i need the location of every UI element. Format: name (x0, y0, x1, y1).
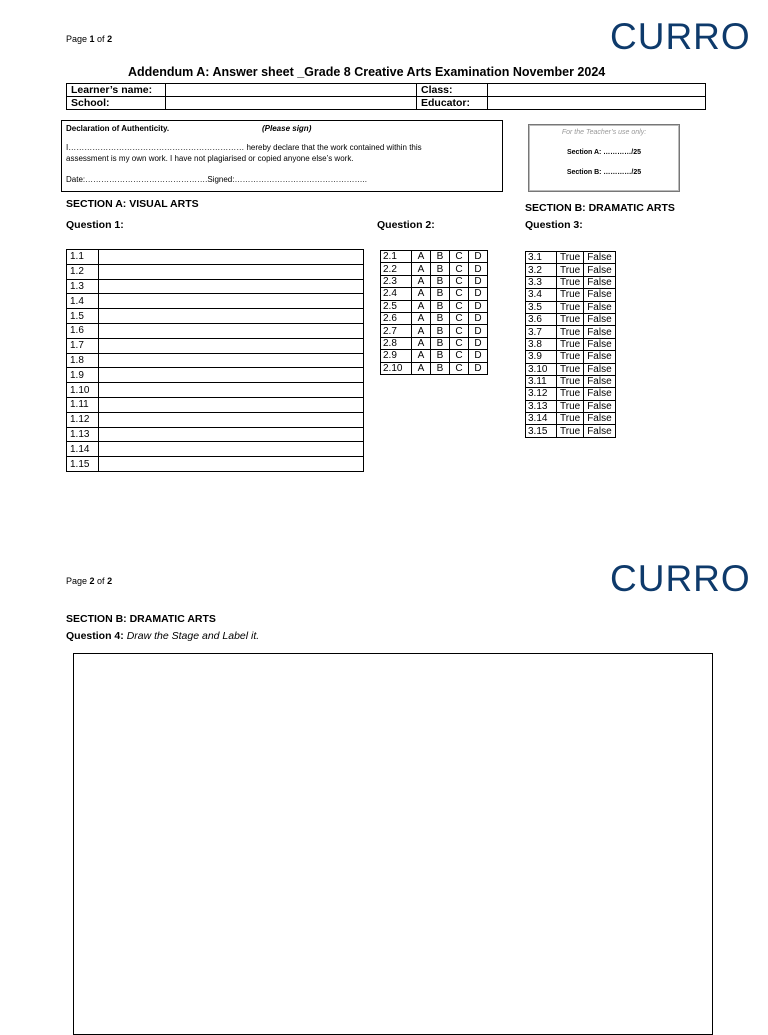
q3-row (526, 301, 616, 313)
q1-row (67, 368, 364, 383)
page-prefix: Page (66, 34, 90, 44)
q2-number: 2.5 (381, 300, 412, 312)
q3-false-option[interactable]: False (584, 313, 615, 325)
q3-row (526, 289, 616, 301)
q2-option[interactable]: B (431, 263, 450, 275)
q2-option[interactable]: A (412, 288, 431, 300)
q3-false-option[interactable]: False (584, 375, 615, 387)
declaration-heading: Declaration of Authenticity. (66, 124, 170, 133)
q3-true-option[interactable]: True (557, 252, 584, 264)
q2-row (381, 251, 488, 263)
q2-option[interactable]: C (450, 312, 469, 324)
question-1-label: Question 1: (66, 219, 124, 231)
q3-false-option[interactable]: False (584, 351, 615, 363)
q2-option[interactable]: D (469, 263, 488, 275)
q3-false-option[interactable]: False (584, 413, 615, 425)
q2-option[interactable]: B (431, 325, 450, 337)
q2-option[interactable]: D (469, 300, 488, 312)
q3-number: 3.14 (526, 413, 557, 425)
page2-total: 2 (107, 576, 113, 586)
q2-row (381, 337, 488, 349)
q1-row (67, 309, 364, 324)
q3-true-option[interactable]: True (557, 375, 584, 387)
q2-option[interactable]: D (469, 337, 488, 349)
q3-true-option[interactable]: True (557, 400, 584, 412)
q2-row (381, 350, 488, 362)
q1-number: 1.1 (67, 250, 99, 265)
q2-option[interactable]: A (412, 350, 431, 362)
q3-false-option[interactable]: False (584, 301, 615, 313)
q2-number: 2.2 (381, 263, 412, 275)
learner-info-table (66, 83, 706, 110)
q2-option[interactable]: C (450, 251, 469, 263)
q1-answer-field[interactable] (99, 383, 364, 398)
q1-answer-field[interactable] (99, 457, 364, 472)
please-sign-note: (Please sign) (262, 124, 312, 133)
info-row-school (67, 97, 706, 110)
q3-number: 3.4 (526, 289, 557, 301)
learner-name-label: Learner’s name: (67, 84, 166, 97)
q3-row (526, 351, 616, 363)
q1-number: 1.2 (67, 264, 99, 279)
q2-option[interactable]: C (450, 300, 469, 312)
q3-row (526, 375, 616, 387)
q2-option[interactable]: B (431, 300, 450, 312)
q1-number: 1.12 (67, 412, 99, 427)
q3-row (526, 264, 616, 276)
q3-row (526, 425, 616, 437)
q3-true-option[interactable]: True (557, 313, 584, 325)
q1-number: 1.6 (67, 323, 99, 338)
q2-option[interactable]: D (469, 275, 488, 287)
section-a-score: Section A: …………/25 (566, 149, 642, 156)
q2-number: 2.9 (381, 350, 412, 362)
q1-answer-field[interactable] (99, 368, 364, 383)
q3-false-option[interactable]: False (584, 425, 615, 437)
q1-answer-field[interactable] (99, 309, 364, 324)
q2-row (381, 362, 488, 374)
section-b-heading-2: SECTION B: DRAMATIC ARTS (66, 613, 216, 625)
info-row-learner (67, 84, 706, 97)
q2-row (381, 325, 488, 337)
question-3-table (525, 251, 616, 438)
learner-name-field[interactable] (166, 84, 417, 97)
stage-drawing-area[interactable] (73, 653, 713, 1035)
section-a-heading: SECTION A: VISUAL ARTS (66, 198, 199, 210)
q1-row (67, 412, 364, 427)
q3-false-option[interactable]: False (584, 400, 615, 412)
q3-number: 3.15 (526, 425, 557, 437)
q3-number: 3.1 (526, 252, 557, 264)
q3-number: 3.2 (526, 264, 557, 276)
q2-number: 2.3 (381, 275, 412, 287)
date-signed-line[interactable]: Date:……………………………………….Signed:………………………………………….. (66, 175, 367, 184)
q1-row (67, 250, 364, 265)
q2-row (381, 312, 488, 324)
q3-false-option[interactable]: False (584, 363, 615, 375)
q1-answer-field[interactable] (99, 338, 364, 353)
q1-answer-field[interactable] (99, 442, 364, 457)
q2-row (381, 263, 488, 275)
q2-number: 2.4 (381, 288, 412, 300)
q3-false-option[interactable]: False (584, 252, 615, 264)
q1-number: 1.4 (67, 294, 99, 309)
q1-row (67, 294, 364, 309)
q1-number: 1.15 (67, 457, 99, 472)
q1-row (67, 279, 364, 294)
q3-number: 3.5 (526, 301, 557, 313)
educator-label: Educator: (417, 97, 488, 110)
question-4-prompt (66, 630, 259, 642)
page-mid: of (94, 34, 108, 44)
q2-number: 2.7 (381, 325, 412, 337)
section-b-heading: SECTION B: DRAMATIC ARTS (525, 202, 675, 214)
q3-true-option[interactable]: True (557, 338, 584, 350)
q2-option[interactable]: A (412, 362, 431, 374)
q2-option[interactable]: D (469, 288, 488, 300)
q1-row (67, 264, 364, 279)
q3-row (526, 313, 616, 325)
q1-number: 1.11 (67, 397, 99, 412)
q1-number: 1.5 (67, 309, 99, 324)
document-title: Addendum A: Answer sheet _Grade 8 Creative Arts Examination November 2024 (128, 65, 606, 79)
q2-option[interactable]: D (469, 350, 488, 362)
q1-row (67, 427, 364, 442)
q2-option[interactable]: A (412, 300, 431, 312)
q1-number: 1.10 (67, 383, 99, 398)
q1-answer-field[interactable] (99, 427, 364, 442)
q2-option[interactable]: A (412, 251, 431, 263)
q3-row (526, 276, 616, 288)
page-number-2 (66, 576, 112, 586)
declaration-box (61, 120, 503, 192)
question-3-label: Question 3: (525, 219, 583, 231)
q2-option[interactable]: D (469, 325, 488, 337)
q3-true-option[interactable]: True (557, 276, 584, 288)
teacher-box-heading: For the Teacher’s use only: (561, 129, 647, 136)
q3-number: 3.10 (526, 363, 557, 375)
q2-option[interactable]: B (431, 312, 450, 324)
q2-option[interactable]: B (431, 337, 450, 349)
q3-false-option[interactable]: False (584, 276, 615, 288)
page-total: 2 (107, 34, 113, 44)
q1-row (67, 383, 364, 398)
q3-row (526, 338, 616, 350)
q2-option[interactable]: C (450, 362, 469, 374)
section-b-score: Section B: …………/25 (566, 169, 642, 176)
q2-number: 2.8 (381, 337, 412, 349)
q3-number: 3.3 (526, 276, 557, 288)
q2-row (381, 288, 488, 300)
q3-number: 3.6 (526, 313, 557, 325)
school-field[interactable] (166, 97, 417, 110)
q3-true-option[interactable]: True (557, 289, 584, 301)
q3-true-option[interactable]: True (557, 388, 584, 400)
q1-number: 1.7 (67, 338, 99, 353)
school-label: School: (67, 97, 166, 110)
q2-option[interactable]: C (450, 288, 469, 300)
teacher-use-box (528, 124, 680, 192)
question-2-label: Question 2: (377, 219, 435, 231)
q2-option[interactable]: B (431, 275, 450, 287)
q3-true-option[interactable]: True (557, 425, 584, 437)
q1-number: 1.8 (67, 353, 99, 368)
q2-option[interactable]: C (450, 337, 469, 349)
q1-number: 1.3 (67, 279, 99, 294)
q2-option[interactable]: B (431, 350, 450, 362)
q3-row (526, 388, 616, 400)
class-field[interactable] (488, 84, 706, 97)
q3-false-option[interactable]: False (584, 326, 615, 338)
q2-option[interactable]: A (412, 325, 431, 337)
q1-answer-field[interactable] (99, 397, 364, 412)
q1-row (67, 353, 364, 368)
class-label: Class: (417, 84, 488, 97)
q2-option[interactable]: B (431, 288, 450, 300)
q1-row (67, 442, 364, 457)
q3-false-option[interactable]: False (584, 264, 615, 276)
page2-current: 2 (89, 576, 95, 586)
q3-false-option[interactable]: False (584, 289, 615, 301)
curro-logo: CURRO (610, 16, 751, 57)
q3-true-option[interactable]: True (557, 301, 584, 313)
page2-mid: of (94, 576, 108, 586)
q2-option[interactable]: B (431, 251, 450, 263)
q2-number: 2.10 (381, 362, 412, 374)
question-2-table (380, 250, 488, 375)
q2-row (381, 275, 488, 287)
q1-number: 1.14 (67, 442, 99, 457)
q3-false-option[interactable]: False (584, 388, 615, 400)
q3-row (526, 252, 616, 264)
q2-option[interactable]: A (412, 275, 431, 287)
q2-option[interactable]: A (412, 263, 431, 275)
q2-option[interactable]: D (469, 312, 488, 324)
q1-answer-field[interactable] (99, 264, 364, 279)
q1-row (67, 397, 364, 412)
q2-row (381, 300, 488, 312)
q2-option[interactable]: D (469, 251, 488, 263)
question-4-label: Question 4: (66, 630, 124, 642)
q1-number: 1.9 (67, 368, 99, 383)
page-current: 1 (89, 34, 95, 44)
q3-true-option[interactable]: True (557, 326, 584, 338)
question-1-table (66, 249, 364, 472)
question-4-instruction: Draw the Stage and Label it. (126, 630, 260, 642)
q1-answer-field[interactable] (99, 323, 364, 338)
q2-option[interactable]: D (469, 362, 488, 374)
declaration-line2: assessment is my own work. I have not plagiarised or copied anyone else’s work. (66, 154, 354, 163)
q1-answer-field[interactable] (99, 412, 364, 427)
q2-option[interactable]: B (431, 362, 450, 374)
q2-option[interactable]: C (450, 275, 469, 287)
q3-true-option[interactable]: True (557, 363, 584, 375)
q3-number: 3.13 (526, 400, 557, 412)
q1-answer-field[interactable] (99, 279, 364, 294)
q2-option[interactable]: C (450, 263, 469, 275)
curro-logo-2: CURRO (610, 558, 751, 599)
q3-number: 3.9 (526, 351, 557, 363)
q1-number: 1.13 (67, 427, 99, 442)
page-number (66, 34, 112, 44)
q3-false-option[interactable]: False (584, 338, 615, 350)
q2-option[interactable]: A (412, 312, 431, 324)
q2-option[interactable]: C (450, 350, 469, 362)
q3-row (526, 413, 616, 425)
q3-number: 3.7 (526, 326, 557, 338)
declaration-line1: I………………………………………………………… hereby declare that the work contained within this (66, 143, 422, 152)
educator-field[interactable] (488, 97, 706, 110)
q3-number: 3.8 (526, 338, 557, 350)
page2-prefix: Page (66, 576, 90, 586)
q3-number: 3.12 (526, 388, 557, 400)
q1-answer-field[interactable] (99, 353, 364, 368)
q3-row (526, 363, 616, 375)
q2-number: 2.6 (381, 312, 412, 324)
q2-number: 2.1 (381, 251, 412, 263)
q2-option[interactable]: C (450, 325, 469, 337)
q1-row (67, 457, 364, 472)
q1-row (67, 338, 364, 353)
q1-answer-field[interactable] (99, 250, 364, 265)
q3-true-option[interactable]: True (557, 413, 584, 425)
q3-true-option[interactable]: True (557, 264, 584, 276)
q3-number: 3.11 (526, 375, 557, 387)
q1-row (67, 323, 364, 338)
q3-row (526, 400, 616, 412)
q3-row (526, 326, 616, 338)
q2-option[interactable]: A (412, 337, 431, 349)
q1-answer-field[interactable] (99, 294, 364, 309)
q3-true-option[interactable]: True (557, 351, 584, 363)
